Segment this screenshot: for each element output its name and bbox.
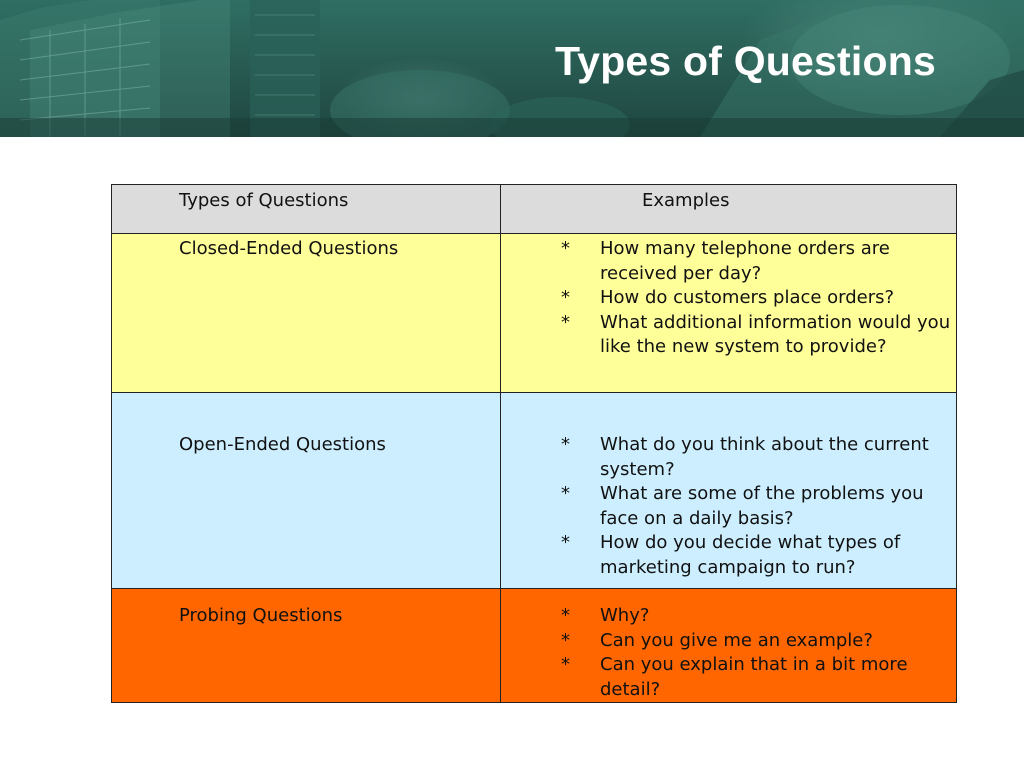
asterisk-bullet: * (561, 434, 570, 455)
asterisk-bullet: * (561, 654, 570, 675)
example-text: What are some of the problems you face on a daily basis? (600, 483, 924, 529)
example-item (501, 311, 956, 360)
examples-list (501, 393, 956, 580)
table-row-open-ended (112, 393, 957, 589)
examples-cell (501, 393, 957, 589)
example-item (501, 433, 956, 482)
table-row-probing (112, 589, 957, 703)
example-item (501, 286, 956, 311)
table-row-closed-ended (112, 234, 957, 393)
type-cell (112, 234, 501, 393)
example-item (501, 629, 956, 654)
asterisk-bullet: * (561, 483, 570, 504)
question-type-label: Open-Ended Questions (179, 434, 386, 455)
type-cell (112, 589, 501, 703)
header-examples-label: Examples (642, 190, 730, 211)
example-item (501, 531, 956, 580)
example-item (501, 604, 956, 629)
example-text: Why? (600, 605, 650, 626)
asterisk-bullet: * (561, 311, 570, 333)
example-text: What do you think about the current system? (600, 434, 929, 480)
asterisk-bullet: * (561, 238, 570, 259)
examples-cell (501, 234, 957, 393)
example-text: What additional information would you like the new system to provide? (600, 311, 951, 357)
table-header-row (112, 185, 957, 234)
header-banner (0, 0, 1024, 137)
examples-list (501, 234, 956, 360)
asterisk-bullet: * (561, 532, 570, 553)
header-cell-examples (501, 185, 957, 234)
example-text: Can you give me an example? (600, 629, 873, 651)
example-item (501, 237, 956, 286)
example-item (501, 653, 956, 702)
slide-title: Types of Questions (554, 38, 936, 84)
question-type-label: Probing Questions (179, 605, 343, 626)
type-cell (112, 393, 501, 589)
header-types-label: Types of Questions (179, 190, 349, 211)
examples-list (501, 589, 956, 702)
question-types-table (111, 184, 957, 703)
example-text: How many telephone orders are received per day? (600, 238, 890, 284)
examples-cell (501, 589, 957, 703)
example-text: How do you decide what types of marketing campaign to run? (600, 532, 901, 578)
question-type-label: Closed-Ended Questions (179, 238, 399, 259)
example-item (501, 482, 956, 531)
header-cell-types (112, 185, 501, 234)
asterisk-bullet: * (561, 605, 570, 626)
example-text: How do customers place orders? (600, 287, 895, 308)
asterisk-bullet: * (561, 287, 570, 308)
asterisk-bullet: * (561, 629, 570, 651)
example-text: Can you explain that in a bit more detail? (600, 654, 908, 700)
